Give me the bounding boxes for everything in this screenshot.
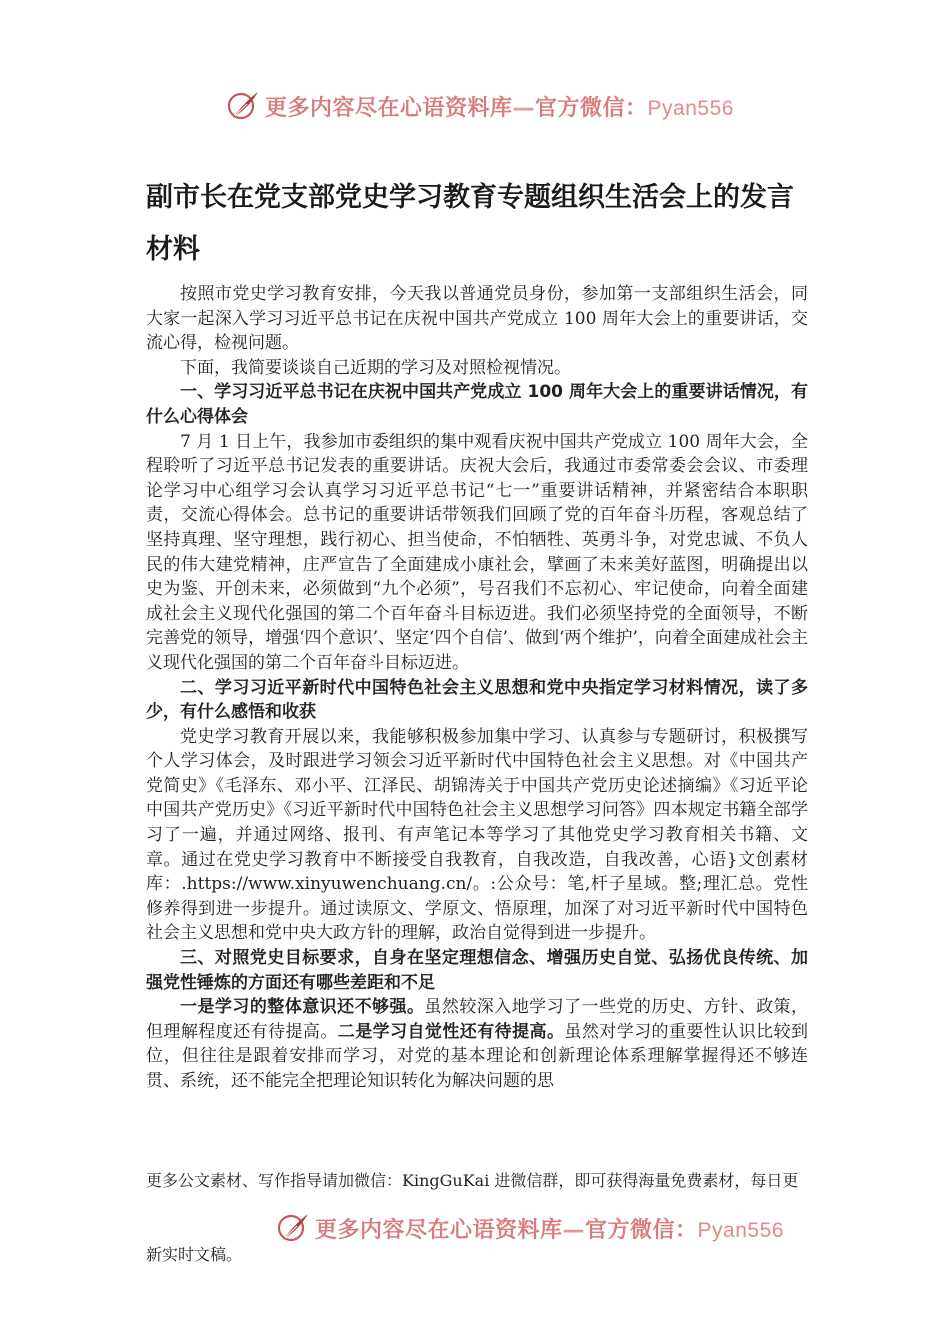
paragraph-intro: 按照市党史学习教育安排，今天我以普通党员身份，参加第一支部组织生活会，同大家一起深入学习习近平总书记在庆祝中国共产党成立 100 周年大会上的重要讲话，交流心得，检视问题。: [146, 284, 808, 354]
feather-pen-logo-icon: [275, 1210, 311, 1246]
document-title: 副市长在党支部党史学习教育专题组织生活会上的发言材料: [146, 182, 794, 265]
point-1-text: 虽然较深入地学习了一些党的历史、方针、政策，但理解程度还有待提高。: [146, 997, 809, 1042]
banner-dash: —: [562, 1217, 586, 1243]
feather-pen-logo-icon: [225, 88, 261, 124]
document-body: [146, 282, 808, 1094]
point-2-text: 虽然对学习的重要性认识比较到位，但往往是跟着安排而学习，对党的基本理论和创新理论体系理解掌握得还不够连贯、系统，还不能完全把理论知识转化为解决问题的思: [146, 1021, 809, 1091]
banner-site-name: 更多内容尽在心语资料库: [315, 1217, 563, 1243]
banner-text: [265, 91, 734, 122]
section-heading-1: 一、学习习近平总书记在庆祝中国共产党成立 100 周年大会上的重要讲话情况，有什么心得体会: [146, 382, 808, 427]
paragraph-overview: 下面，我简要谈谈自己近期的学习及对照检视情况。: [180, 357, 571, 378]
paragraph-section-2: 党史学习教育开展以来，我能够积极参加集中学习、认真参与专题研讨，积极撰写个人学习体会，及时跟进学习领会习近平新时代中国特色社会主义思想。对《中国共产党简史》《毛泽东、邓小平、江泽民、胡锦涛关于中国共产党历史论述摘编》《习近平论中国共产党历史》《习近平新时代中国特色社会主义思想学习问答》四本规定书籍全部学习了一遍，并通过网络、报刊、有声笔记本等学习了其他党史学习教育相关书籍、文章。通过在党史学习教育中不断接受自我教育，自我改造，自我改善，心语}文创素材库：.https://www.xinyuwenchuang.cn/。:公众号：笔,杆子星域。整;理汇总。党性修养得到进一步提升。通过读原文、学原文、悟原理，加深了对习近平新时代中国特色社会主义思想和党中央大政方针的理解，政治自觉得到进一步提升。: [146, 726, 808, 944]
banner-wechat-label: 官方微信：: [535, 95, 648, 121]
header-banner: [225, 86, 734, 126]
banner-site-name: 更多内容尽在心语资料库: [265, 95, 513, 121]
banner-wechat-id: Pyan556: [697, 1218, 784, 1242]
banner-dash: —: [512, 95, 536, 121]
banner-wechat-id: Pyan556: [647, 96, 734, 120]
banner-text: [315, 1213, 784, 1244]
footer-banner: [275, 1208, 784, 1248]
point-1-heading: 一是学习的整体意识还不够强。: [180, 997, 425, 1018]
paragraph-section-3: [146, 995, 808, 1093]
point-2-heading: 二是学习自觉性还有待提高。: [337, 1021, 565, 1042]
footer-promo-line-2: 新实时文稿。: [146, 1245, 243, 1264]
section-heading-2: 二、学习习近平新时代中国特色社会主义思想和党中央指定学习材料情况，读了多少，有什么感悟和收获: [146, 677, 808, 723]
paragraph-section-1: 7 月 1 日上午，我参加市委组织的集中观看庆祝中国共产党成立 100 周年大会，全程聆听了习近平总书记发表的重要讲话。庆祝大会后，我通过市委常委会会议、市委理论学习中心组学习会认真学习习近平总书记“七一”重要讲话精神，并紧密结合本职职责，交流心得体会。总书记的重要讲话带领我们回顾了党的百年奋斗历程，客观总结了坚持真理、坚守理想，践行初心、担当使命，不怕牺牲、英勇斗争，对党忠诚、不负人民的伟大建党精神，庄严宣告了全面建成小康社会，擘画了未来美好蓝图，明确提出以史为鉴、开创未来，必须做到“九个必须”，号召我们不忘初心、牢记使命，向着全面建成社会主义现代化强国的第二个百年奋斗目标迈进。我们必须坚持党的全面领导，不断完善党的领导，增强‘四个意识’、坚定‘四个自信’、做到‘两个维护’，向着全面建成社会主义现代化强国的第二个百年奋斗目标迈进。: [146, 431, 808, 673]
footer-promo-line-1: 更多公文素材、写作指导请加微信：KingGuKai 进微信群，即可获得海量免费素材，每日更: [146, 1171, 799, 1190]
section-heading-3: 三、对照党史目标要求，自身在坚定理想信念、增强历史自觉、弘扬优良传统、加强党性锤炼的方面还有哪些差距和不足: [146, 948, 808, 993]
banner-wechat-label: 官方微信：: [585, 1217, 698, 1243]
